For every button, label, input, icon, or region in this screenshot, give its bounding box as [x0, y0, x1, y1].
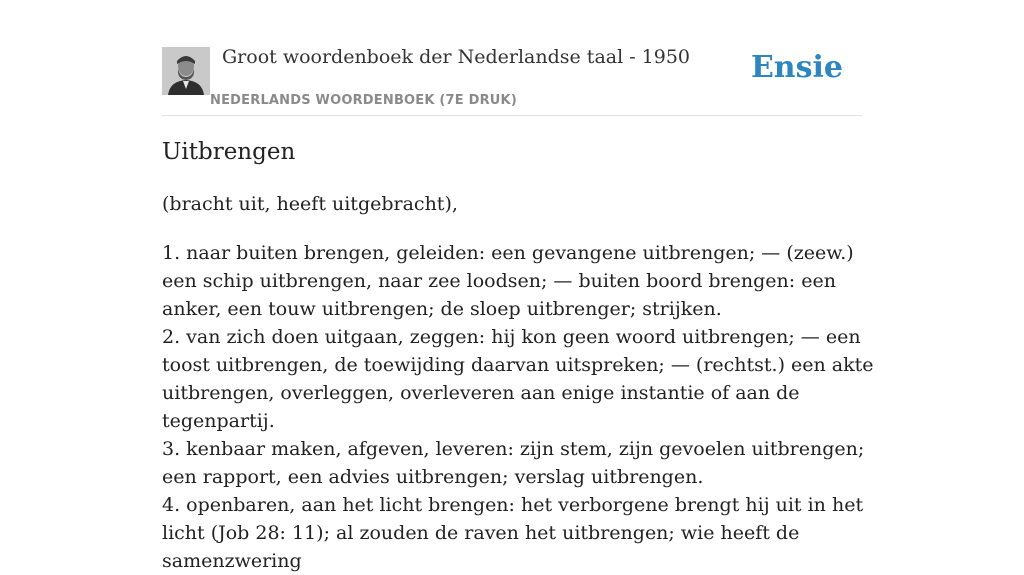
definition-3: 3. kenbaar maken, afgeven, leveren: zijn stem, zijn gevoelen uitbrengen; een rapport, een advies uitbrengen; verslag uitbrengen. — [162, 438, 865, 488]
ensie-logo[interactable]: Ensie — [750, 50, 843, 85]
entry-title: Uitbrengen — [162, 139, 296, 165]
entry-body — [162, 239, 882, 575]
source-avatar[interactable] — [162, 47, 210, 95]
entry-intro: (bracht uit, heeft uitgebracht), — [162, 193, 458, 215]
definition-1: 1. naar buiten brengen, geleiden: een gevangene uitbrengen; — (zeew.) een schip uitbrengen, naar zee loodsen; — buiten boord brengen: een anker, een touw uitbrengen; de sloep uitbrenger; strijken. — [162, 242, 854, 320]
source-subtitle[interactable]: NEDERLANDS WOORDENBOEK (7E DRUK) — [210, 93, 517, 108]
source-title[interactable]: Groot woordenboek der Nederlandse taal - 1950 — [222, 46, 691, 68]
source-header — [162, 44, 862, 116]
definition-2: 2. van zich doen uitgaan, zeggen: hij kon geen woord uitbrengen; — een toost uitbrengen, de toewijding daarvan uitspreken; — (rechtst.) een akte uitbrengen, overleggen, overleveren aan enige instantie of aan de tegenpartij. — [162, 326, 874, 432]
portrait-icon — [162, 47, 210, 95]
definition-4: 4. openbaren, aan het licht brengen: het verborgene brengt hij uit in het licht (Job 28: 11); al zouden de raven het uitbrengen; wie heeft de samenzwering — [162, 494, 864, 572]
